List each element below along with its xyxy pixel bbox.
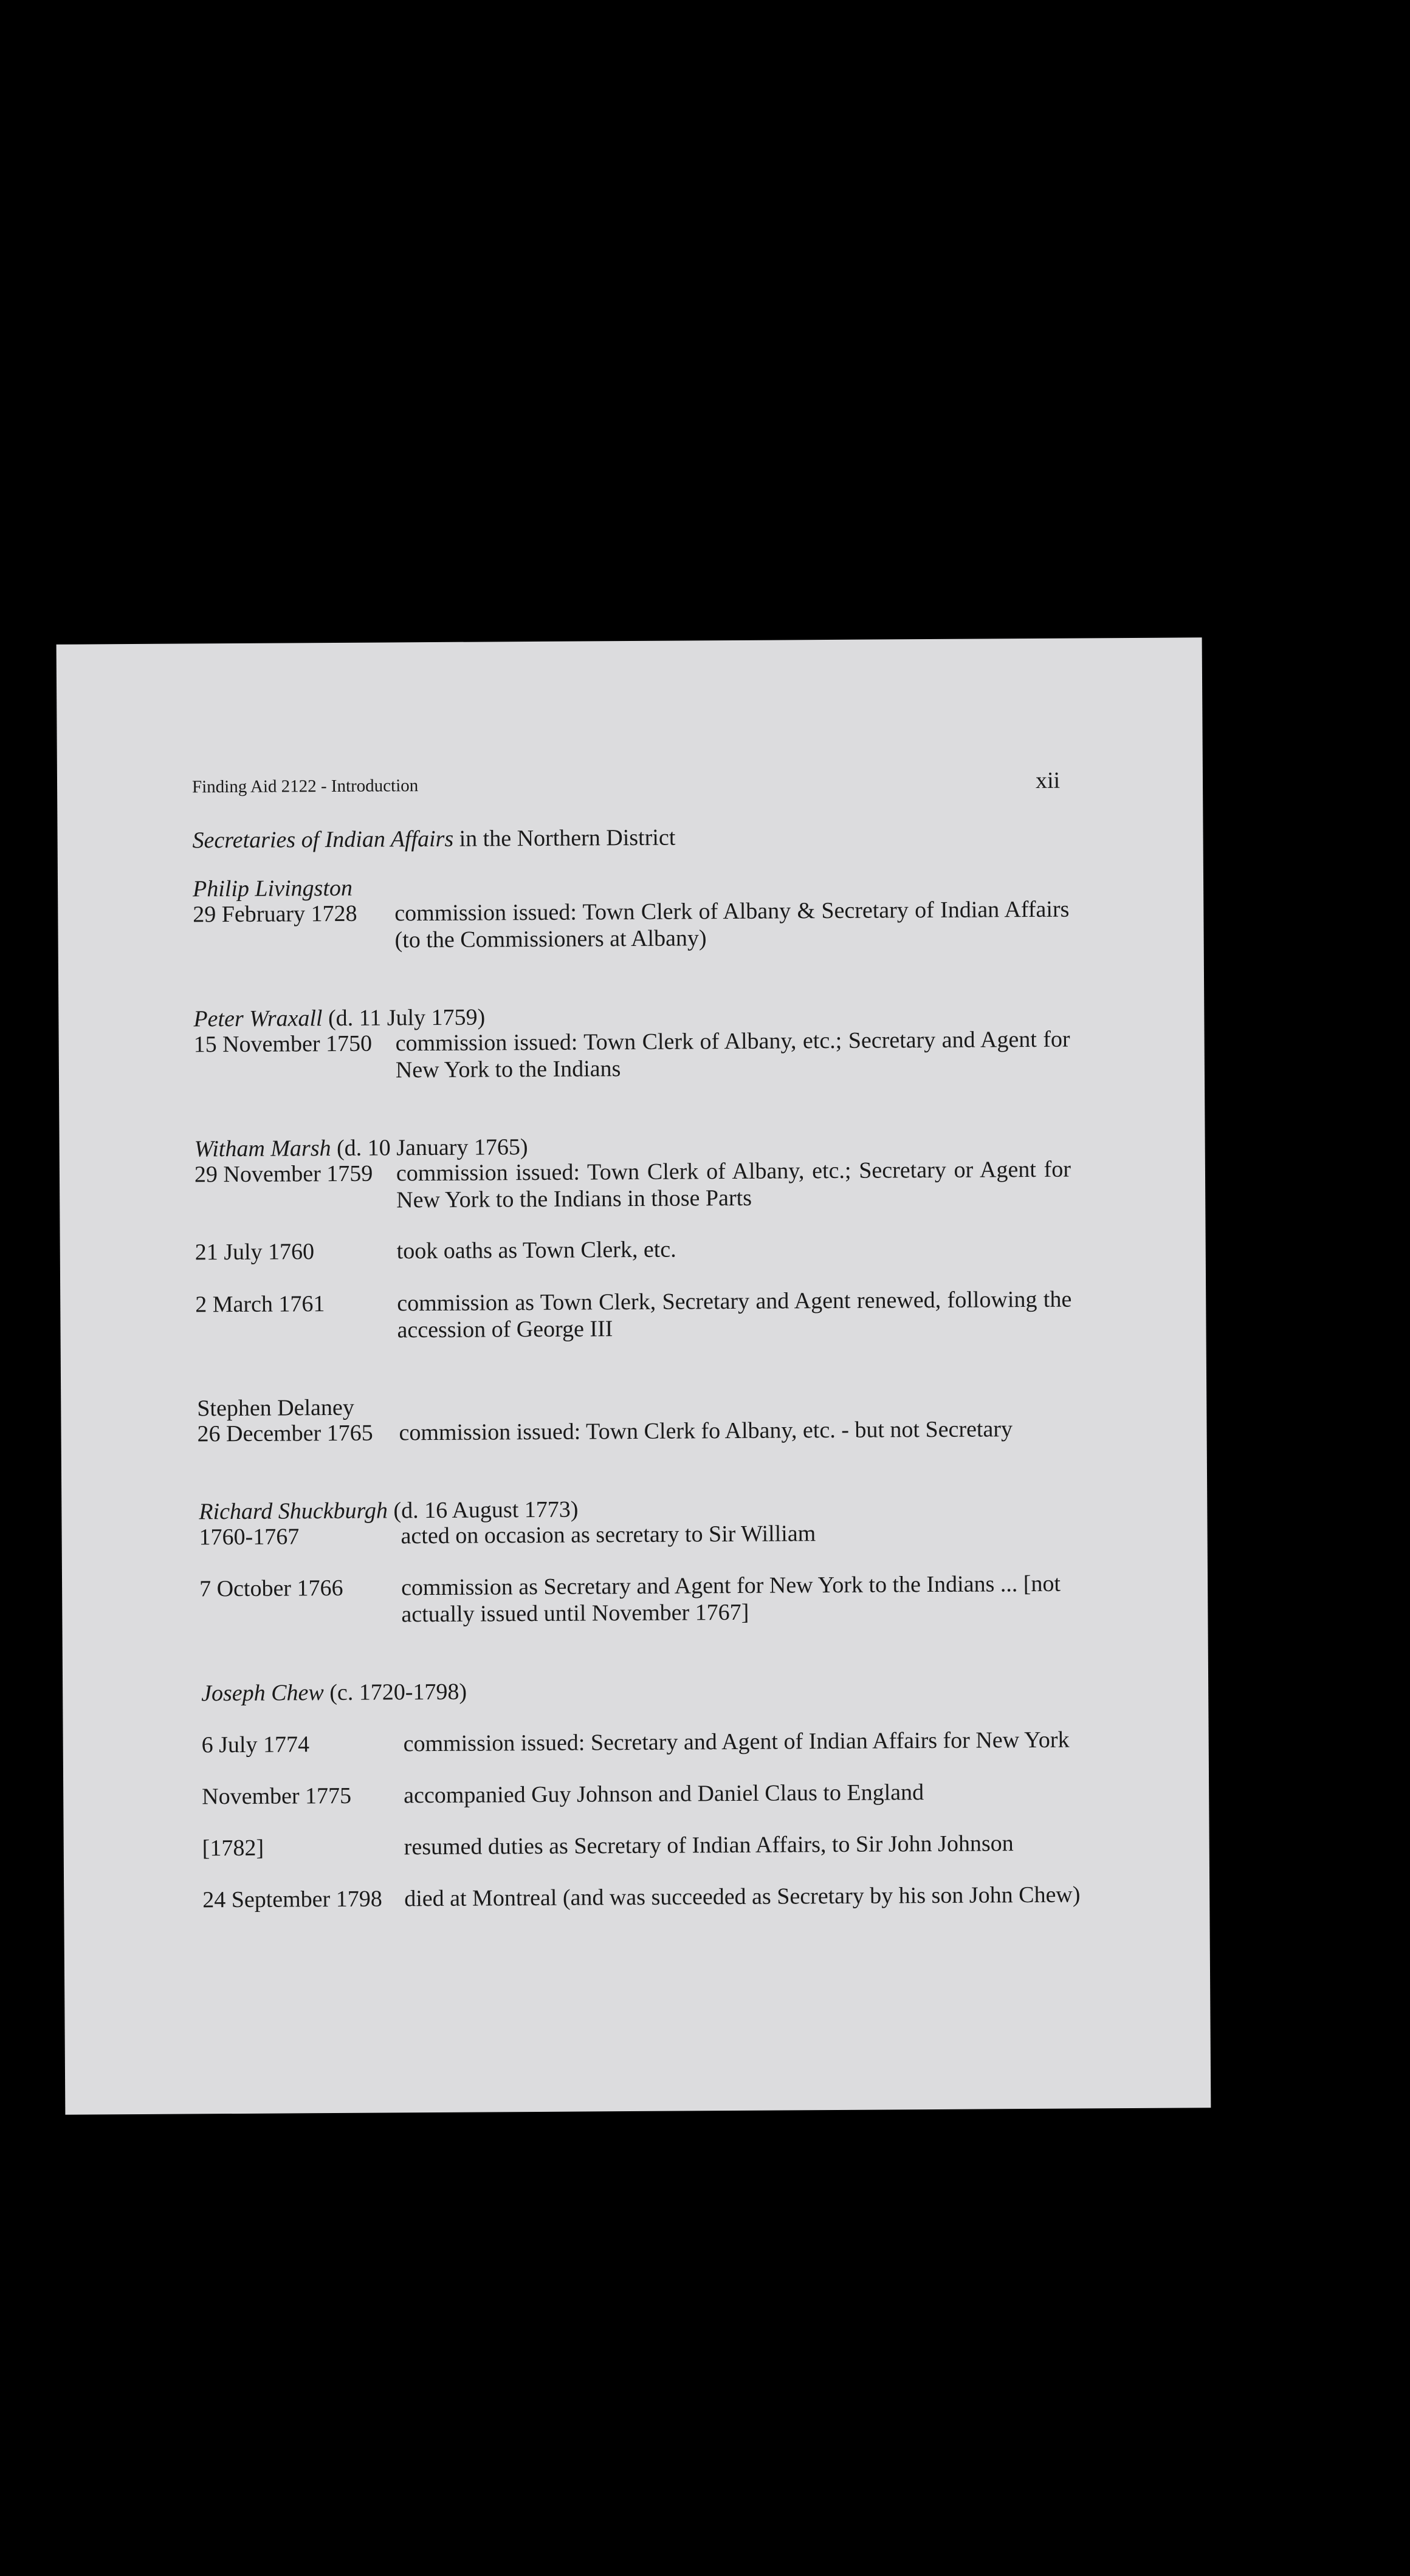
entry-date: 26 December 1765 bbox=[197, 1420, 373, 1447]
person-note: (d. 10 January 1765) bbox=[331, 1134, 528, 1162]
entry-description: commission issued: Town Clerk of Albany, etc.; Secretary or Agent for New York to the Indians in those Parts bbox=[396, 1156, 1071, 1213]
entry-description: commission as Town Clerk, Secretary and Agent renewed, following the accession of George III bbox=[397, 1286, 1072, 1343]
person-name-text: Richard Shuckburgh bbox=[199, 1498, 388, 1525]
person-name bbox=[193, 875, 352, 903]
page-content bbox=[57, 637, 1211, 2114]
person-name-text: Peter Wraxall bbox=[193, 1005, 323, 1032]
entry-description: acted on occasion as secretary to Sir William bbox=[401, 1521, 816, 1549]
person-note: (c. 1720-1798) bbox=[323, 1679, 467, 1706]
entry-date: 7 October 1766 bbox=[199, 1575, 343, 1602]
running-header: Finding Aid 2122 - Introduction bbox=[191, 776, 419, 797]
entry-date: November 1775 bbox=[202, 1783, 352, 1810]
document-page bbox=[57, 637, 1211, 2114]
entry-date: 15 November 1750 bbox=[193, 1030, 373, 1058]
person-note: (d. 11 July 1759) bbox=[322, 1004, 486, 1032]
person-name bbox=[194, 1134, 528, 1162]
section-title-italic: Secretaries of Indian Affairs bbox=[192, 826, 454, 854]
entry-date: 29 February 1728 bbox=[193, 900, 357, 928]
entry-date: 6 July 1774 bbox=[201, 1732, 310, 1758]
entry-description: took oaths as Town Clerk, etc. bbox=[396, 1236, 676, 1264]
entry-date: 24 September 1798 bbox=[202, 1886, 382, 1913]
person-note: (d. 16 August 1773) bbox=[387, 1496, 579, 1524]
entry-date: 29 November 1759 bbox=[194, 1160, 373, 1188]
entry-description: accompanied Guy Johnson and Daniel Claus to England bbox=[404, 1780, 924, 1809]
person-name bbox=[193, 1004, 485, 1032]
entry-description: commission as Secretary and Agent for New York to the Indians ... [not actually issued until November 1767] bbox=[401, 1571, 1061, 1628]
section-title-rest: in the Northern District bbox=[453, 824, 676, 852]
person-name bbox=[201, 1679, 467, 1707]
entry-description: resumed duties as Secretary of Indian Affairs, to Sir John Johnson bbox=[404, 1831, 1014, 1860]
person-name-text: Stephen Delaney bbox=[197, 1394, 354, 1422]
person-name bbox=[197, 1394, 354, 1422]
entry-description: commission issued: Town Clerk fo Albany, etc. - but not Secretary bbox=[399, 1416, 1013, 1446]
section-title bbox=[192, 824, 675, 854]
person-name-text: Philip Livingston bbox=[192, 875, 353, 902]
entry-description: commission issued: Town Clerk of Albany & Secretary of Indian Affairs (to the Commissioners at Albany) bbox=[394, 896, 1070, 953]
entry-date: 2 March 1761 bbox=[195, 1291, 325, 1318]
person-name-text: Witham Marsh bbox=[194, 1136, 331, 1162]
entry-date: 1760-1767 bbox=[199, 1524, 300, 1550]
entry-description: commission issued: Town Clerk of Albany, etc.; Secretary and Agent for New York to the Indians bbox=[395, 1026, 1070, 1083]
person-name bbox=[199, 1496, 578, 1526]
entry-date: [1782] bbox=[202, 1835, 264, 1862]
person-name-text: Joseph Chew bbox=[201, 1680, 324, 1707]
entry-description: commission issued: Secretary and Agent of Indian Affairs for New York bbox=[403, 1727, 1070, 1757]
page-number: xii bbox=[1035, 767, 1061, 793]
entry-date: 21 July 1760 bbox=[194, 1239, 315, 1266]
entry-description: died at Montreal (and was succeeded as Secretary by his son John Chew) bbox=[404, 1882, 1081, 1912]
